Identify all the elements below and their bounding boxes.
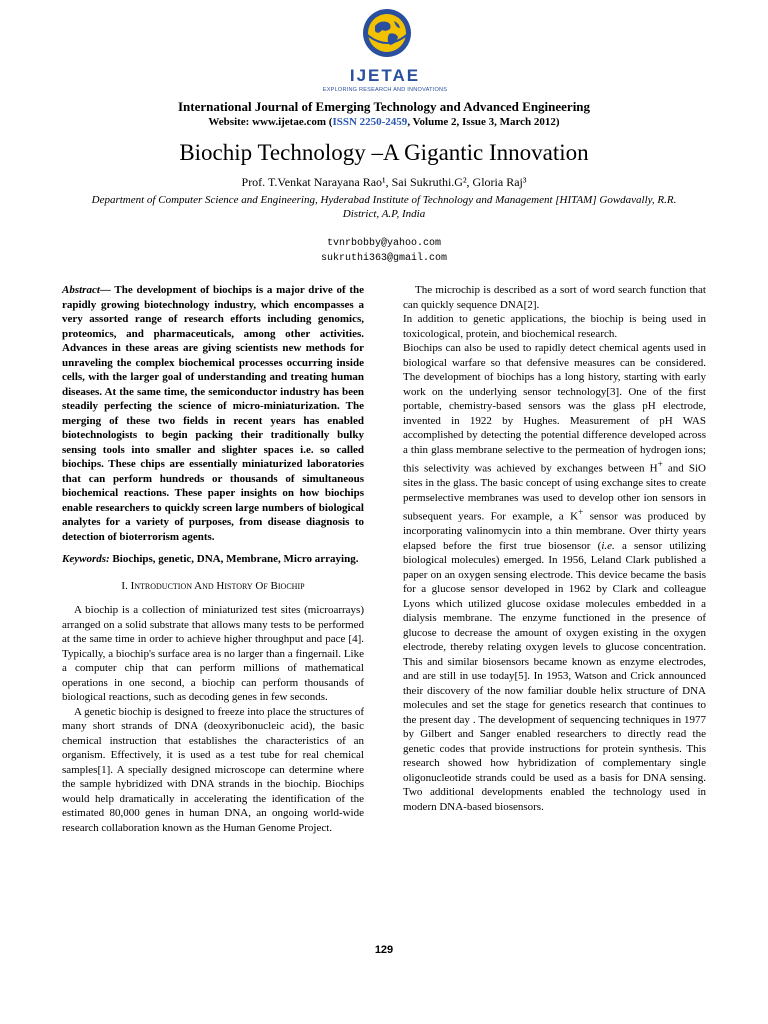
- right-paragraph-3c: sensor was produced by incorporating valinomycin into a thin membrane. Over thirty years elapsed before the first true biosensor (: [403, 510, 706, 552]
- email-1[interactable]: tvnrbobby@yahoo.com: [326, 238, 442, 249]
- globe-logo-icon: [362, 8, 412, 58]
- page-number: 129: [374, 944, 394, 956]
- journal-name: International Journal of Emerging Technology and Advanced Engineering: [177, 99, 591, 114]
- right-paragraph-1: The microchip is described as a sort of word search function that can quickly sequence DNA[2].: [403, 284, 706, 311]
- k-superscript: +: [578, 507, 584, 518]
- keywords-label: Keywords:: [62, 553, 110, 565]
- section-heading: I. Introduction And History Of Biochip: [121, 579, 305, 592]
- abstract-text: The development of biochips is a major drive of the rapidly growing biotechnology industry, which encompasses a very assorted range of research efforts including genomics, proteomics, and pharmaceuticals, among other activities. Advances in these areas are giving scientists new methods for unraveling the complex biochemical processes occurring inside cells, with the larger goal of understanding and treating human diseases. At the same time, the semiconductor industry has been steadily perfecting the science of micro-miniaturization. The merging of these two fields in recent years has enabled biotechnologists to begin packing their traditionally bulky sensing tools into smaller and slighter spaces i.e. so called biochips. These chips are essentially miniaturized laboratories that can perform hundreds or thousands of simultaneous biochemical reactions. These paper insights on how biochips enable researchers to quickly screen large numbers of biological analytes for a variety of purposes, from disease diagnosis to detection of bioterrorism agents.: [62, 284, 364, 543]
- paper-title: Biochip Technology –A Gigantic Innovation: [179, 140, 589, 165]
- right-paragraph-3a: Biochips can also be used to rapidly detect chemical agents used in biological warfare so that defensive measures can be considered. The development of biochips has a long history, starting with early work on the underlying sensor technology[3]. One of the first portable, chemistry-based sensors was the glass pH electrode, invented in 1922 by Hughes. Measurement of pH WAS accomplished by detecting the potential difference developed across a thin glass membrane selective to the permeation of hydrogen ions; this selectivity was achieved by exchanges between H: [403, 342, 706, 475]
- issn-link[interactable]: ISSN 2250-2459: [332, 116, 408, 128]
- left-column: [62, 283, 364, 835]
- keywords: [62, 552, 364, 567]
- right-paragraph-2: In addition to genetic applications, the biochip is being used in toxicological, protein, and biochemical research.: [403, 313, 706, 340]
- right-paragraph-3: [403, 341, 706, 814]
- intro-paragraph-2: A genetic biochip is designed to freeze into place the structures of many short strands of DNA (deoxyribonucleic acid), the basic chemical instruction that establishes the characteristics of an organism. Effectively, it is used as a test tube for real chemical samples[1]. A specially designed microscope can determine where the sample hybridized with DNA strands in the biochip. Biochips would help dramatically in accelerating the identification of the estimated 80,000 genes in human DNA, an ongoing world-wide research collaboration known as the Human Genome Project.: [62, 705, 364, 834]
- right-paragraph-3b: and SiO sites in the glass. The basic concept of using exchange sites to create permselective membranes was used to develop other ion sensors in subsequent years. For example, a K: [403, 462, 706, 523]
- h-superscript: +: [657, 459, 663, 469]
- logo-wordmark: IJETAE: [349, 66, 421, 85]
- abstract: [62, 283, 364, 544]
- keywords-text: Biochips, genetic, DNA, Membrane, Micro arraying.: [109, 553, 359, 565]
- ie-text: i.e.: [601, 539, 615, 552]
- logo-tagline: EXPLORING RESEARCH AND INNOVATIONS: [322, 87, 448, 93]
- email-2[interactable]: sukruthi363@gmail.com: [320, 253, 448, 264]
- right-paragraph-3d: a sensor utilizing biological molecules) emerged. In 1956, Leland Clark published a paper on an oxygen sensing electrode. This device became the basis for a glucose sensor developed in 1962 by Clark and colleague Lyons which utilized glucose oxidase molecules embedded in a dialysis membrane. The enzyme functioned in the presence of glucose to decrease the amount of oxygen existing in the oxygen electrode, thereby relating oxygen levels to glucose concentration. This and similar biosensors became known as enzyme electrodes, and are still in use today[5]. In 1953, Watson and Crick announced their discovery of the now familiar double helix structure of DNA molecules and set the stage for genetics research that continues to the present day . The development of sequencing techniques in 1977 by Gilbert and Sanger enabled researchers to directly read the genetic codes that provide instructions for protein synthesis. This research showed how hybridization of complementary single oligonucleotide strands could be used as a basis for DNA sensing. Two additional developments enabled the technology used in modern DNA-based biosensors.: [403, 539, 706, 813]
- journal-website-line: [0, 116, 768, 128]
- journal-logo: [322, 8, 448, 94]
- abstract-label: Abstract—: [62, 284, 111, 296]
- right-column: [403, 283, 706, 814]
- author-affiliation: Department of Computer Science and Engineering, Hyderabad Institute of Technology and Management [HITAM] Gowdavally, R.R. District, A.P, India: [91, 194, 677, 220]
- intro-paragraph-1: A biochip is a collection of miniaturized test sites (microarrays) arranged on a solid substrate that allows many tests to be performed at the same time in order to achieve higher throughput and pace [4]. Typically, a biochip's surface area is no larger than a fingernail. Like a computer chip that can perform millions of mathematical operations in one second, a biochip can perform thousands of biological reactions, such as decoding genes in few seconds.: [62, 604, 364, 703]
- website-suffix: , Volume 2, Issue 3, March 2012): [407, 116, 560, 128]
- website-prefix: Website: www.ijetae.com (: [208, 116, 333, 128]
- author-list: Prof. T.Venkat Narayana Rao¹, Sai Sukruthi.G², Gloria Raj³: [241, 175, 527, 189]
